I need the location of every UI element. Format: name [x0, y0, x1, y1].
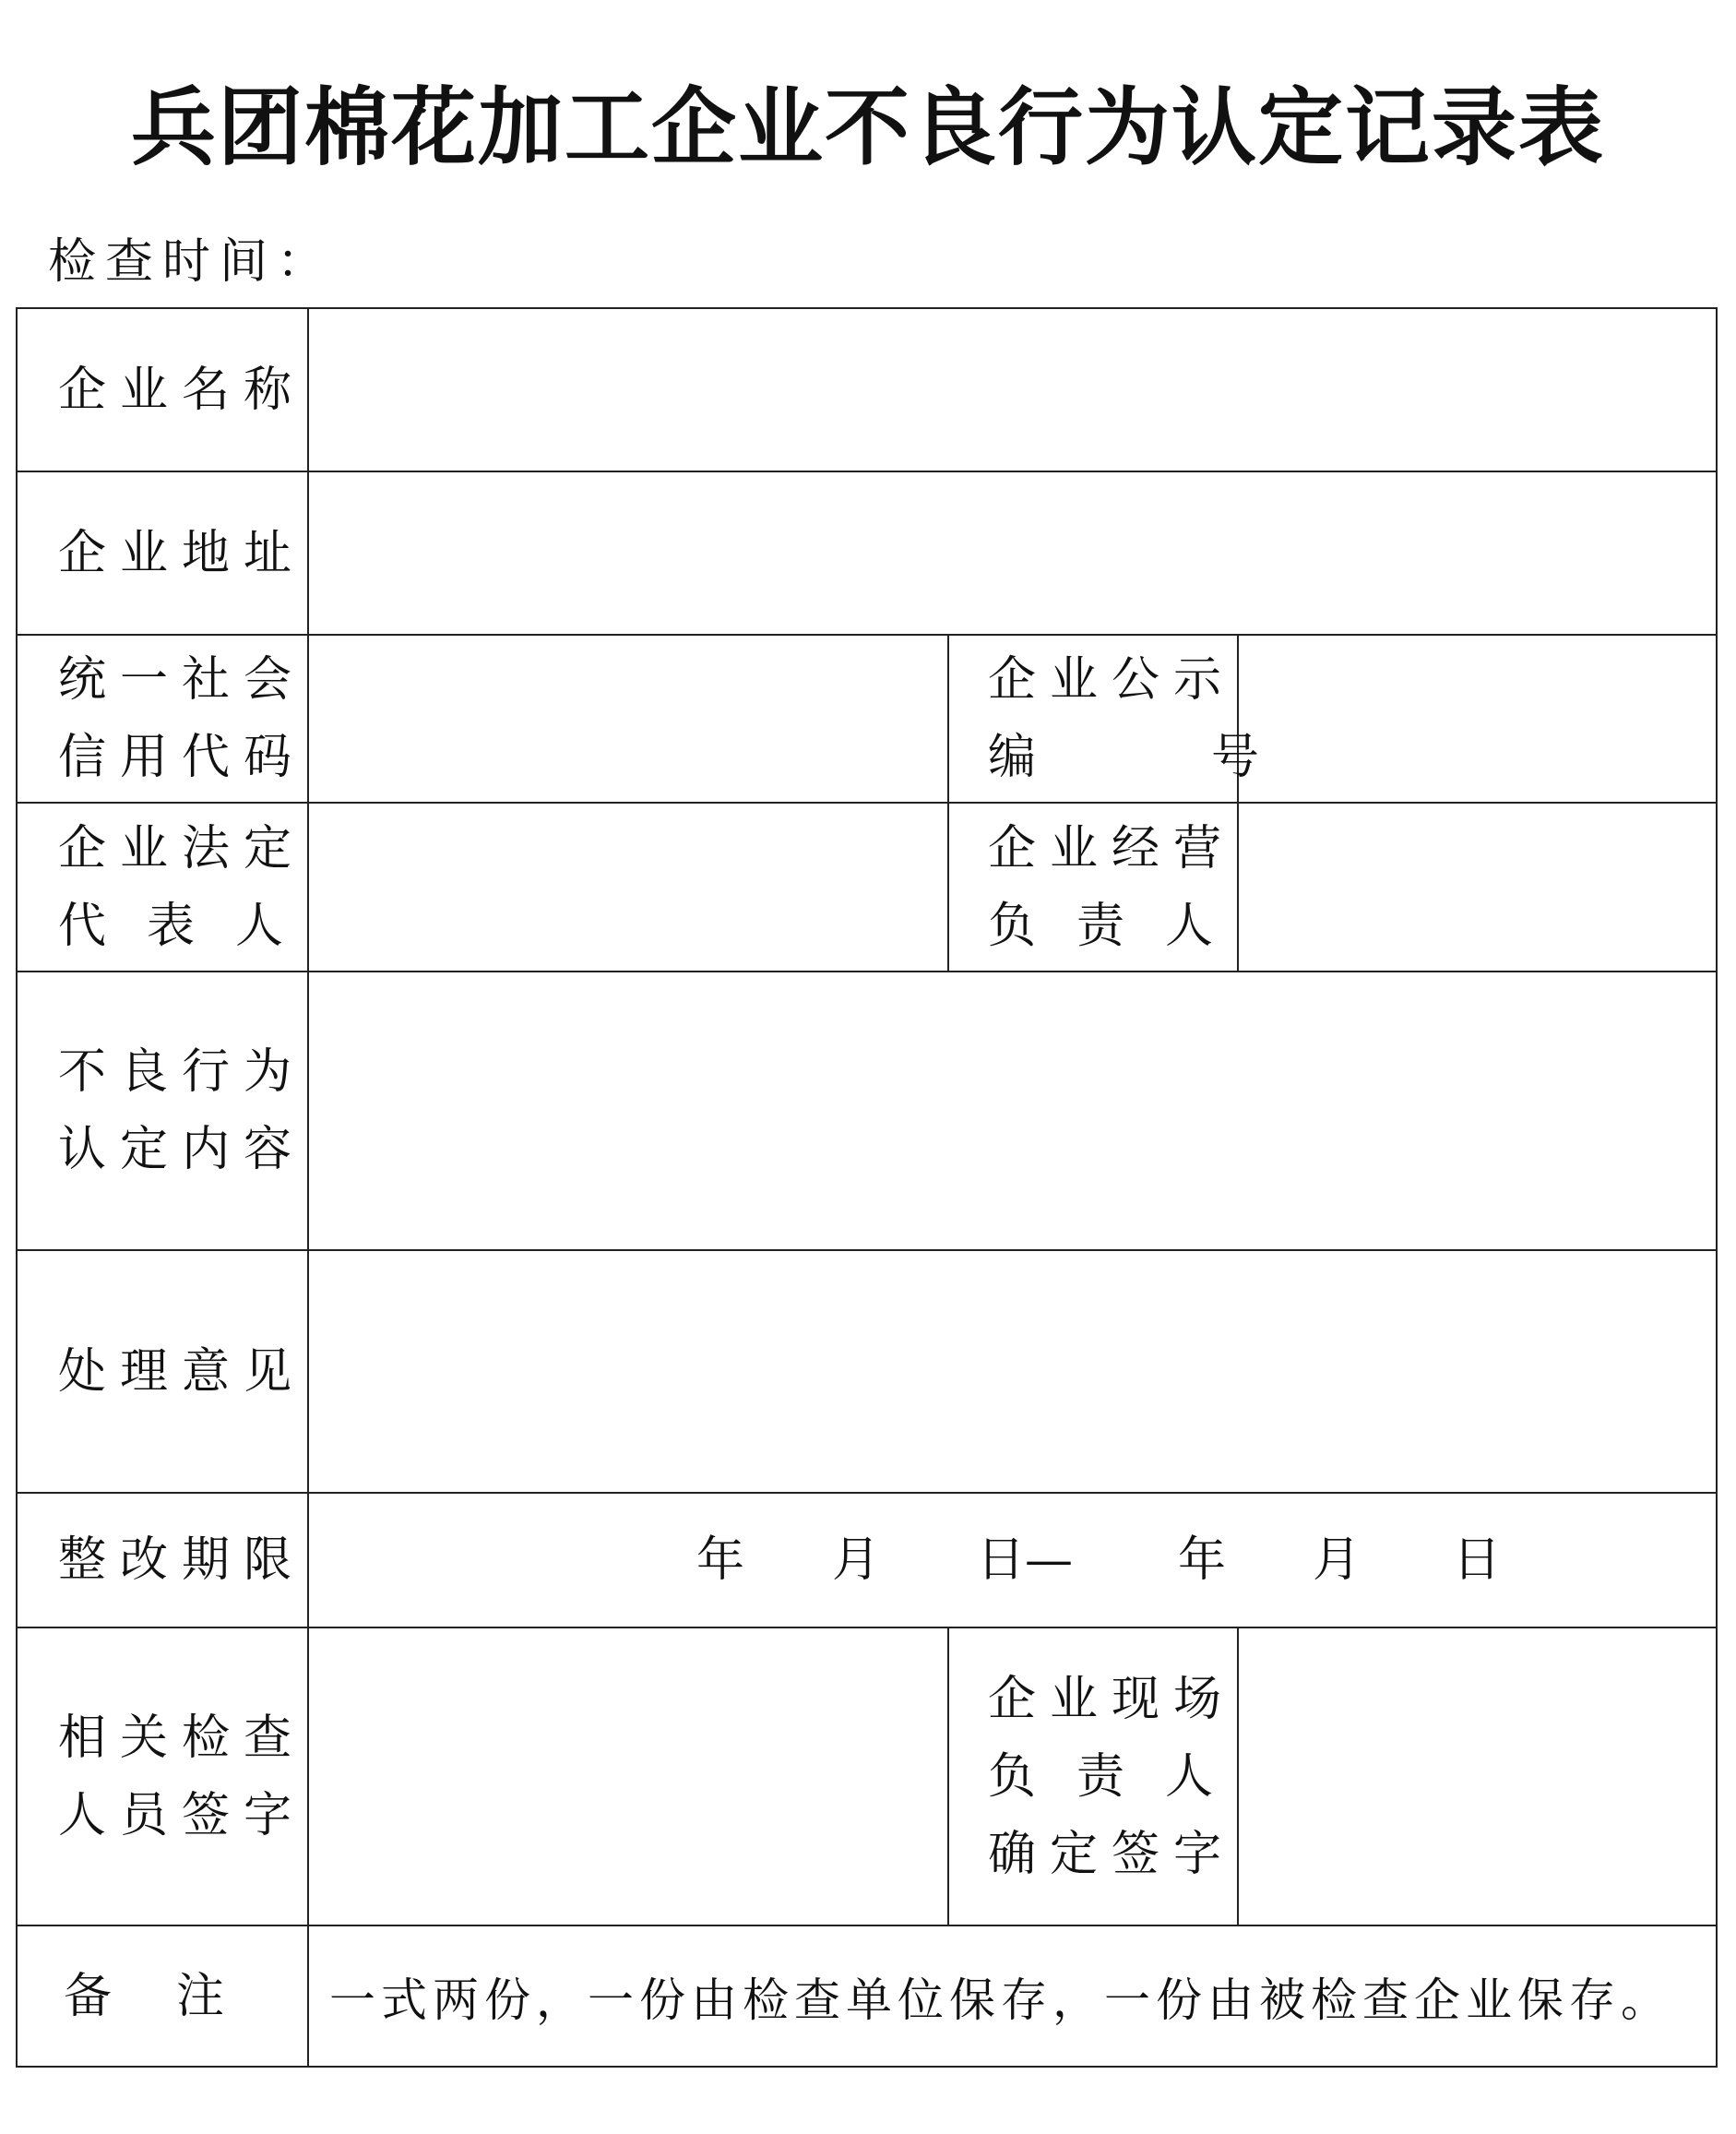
deadline-day-end: 日	[1453, 1532, 1502, 1588]
handling-opinion-label: 处理意见	[17, 1250, 308, 1493]
inspector-signature-label: 相关检查 人员签字	[17, 1627, 308, 1925]
page-title: 兵团棉花加工企业不良行为认定记录表	[130, 77, 1605, 177]
row-company-address	[17, 471, 1717, 635]
deadline-day-start: 日—	[977, 1532, 1074, 1588]
remarks-text: 一式两份，一份由检查单位保存，一份由被检查企业保存。	[308, 1925, 1717, 2067]
company-address-value[interactable]	[308, 471, 1717, 635]
row-handling-opinion	[17, 1250, 1717, 1493]
row-company-name	[17, 308, 1717, 471]
rectification-deadline-value[interactable]	[308, 1493, 1717, 1627]
business-manager-value[interactable]	[1238, 803, 1717, 972]
public-number-label: 企业公示 编号	[948, 635, 1238, 803]
credit-code-value[interactable]	[308, 635, 948, 803]
inspector-signature-value[interactable]	[308, 1627, 948, 1925]
company-address-label: 企业地址	[17, 471, 308, 635]
row-rectification-deadline	[17, 1493, 1717, 1627]
bad-behavior-label: 不良行为 认定内容	[17, 972, 308, 1250]
site-manager-signature-label: 企业现场 负责人 确定签字	[948, 1627, 1238, 1925]
company-name-label: 企业名称	[17, 308, 308, 471]
row-credit-code	[17, 635, 1717, 803]
business-manager-label: 企业经营 负责人	[948, 803, 1238, 972]
deadline-year-start: 年	[696, 1532, 745, 1588]
handling-opinion-value[interactable]	[308, 1250, 1717, 1493]
remarks-label: 备注	[17, 1925, 308, 2067]
deadline-month-start: 月	[832, 1532, 881, 1588]
row-remarks	[17, 1925, 1717, 2067]
site-manager-signature-value[interactable]	[1238, 1627, 1717, 1925]
bad-behavior-value[interactable]	[308, 972, 1717, 1250]
legal-representative-label: 企业法定 代表人	[17, 803, 308, 972]
public-number-value[interactable]	[1238, 635, 1717, 803]
inspection-time-label: 检查时间：	[48, 234, 335, 290]
deadline-month-end: 月	[1313, 1532, 1361, 1588]
row-signatures	[17, 1627, 1717, 1925]
credit-code-label: 统一社会 信用代码	[17, 635, 308, 803]
row-bad-behavior	[17, 972, 1717, 1250]
rectification-deadline-label: 整改期限	[17, 1493, 308, 1627]
row-legal-representative	[17, 803, 1717, 972]
record-table	[16, 307, 1718, 2068]
legal-representative-value[interactable]	[308, 803, 948, 972]
company-name-value[interactable]	[308, 308, 1717, 471]
deadline-year-end: 年	[1178, 1532, 1227, 1588]
